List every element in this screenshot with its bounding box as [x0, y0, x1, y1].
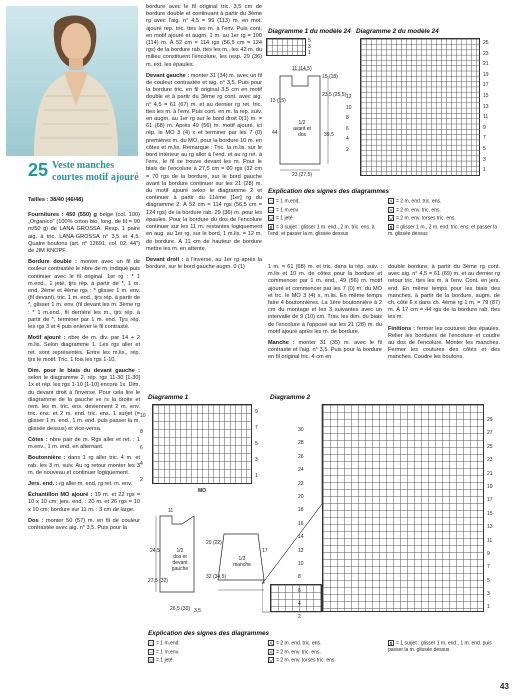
diagram-2-shape: [262, 404, 324, 614]
model-photo-svg: [6, 6, 138, 156]
paragraph: [28, 368, 140, 433]
row-number: 13: [487, 524, 493, 531]
pattern-title-line2: courtes motif ajouré: [52, 172, 139, 183]
paragraph-heading: Devant gauche :: [146, 72, 190, 79]
row-number: 10: [346, 104, 352, 111]
legend-entry: [148, 657, 258, 664]
row-number: 13: [483, 103, 489, 110]
paragraph: [388, 264, 500, 322]
row-number: 3: [483, 156, 486, 163]
row-number: 4: [346, 136, 349, 143]
row-number: 6: [346, 125, 349, 132]
paragraph: [146, 4, 262, 69]
diagram-2-24-row-numbers-left: [346, 92, 358, 156]
paragraph-text: selon le diagramme 2, rép. rgs 11-30 [1-30] 1x et rép. les rgs 1-10 [1-10] encore 1x. Dim. du devant droit à l'inverse. Pour cela lire le diagramme de la gauche ve rs la droite et rem. les m. tric. ens. deviennent 2 m. env. tric. ens. et 2 m. end. tric. ens. 1 surjet (= glisser 1 m. end., 1 m. end. puis passer la m. glissée dessus) et vice-versa.: [28, 375, 140, 432]
diagram-2-row-numbers-left: [298, 424, 314, 625]
stitch-symbol-icon: U: [269, 216, 273, 222]
paragraph-heading: Dim. pour le biais du devant gauche :: [28, 368, 140, 375]
row-number: 6: [298, 587, 301, 594]
legend-text: = 1 surjet : glisser 1 m. end., 1 m. end. puis passer la m. glissée dessus: [388, 640, 492, 653]
paragraph-text: dans 1 rg aller tric. 4 m. et rab. les 3 m. suiv. Au rg retour monter les 3 m. de nouveau et continuer logiquement.: [28, 455, 140, 476]
stitch-symbol-icon: ⋀: [269, 641, 273, 646]
schema-top-n1: 11 (14,5): [292, 66, 312, 72]
stitch-symbol-icon: U: [149, 658, 153, 664]
schema-bottom-m7: 17: [262, 548, 268, 554]
stitch-symbol-icon: ⬍: [389, 225, 393, 231]
paragraph-heading: Fournitures : 450 (550) g: [28, 212, 97, 218]
row-number: 5: [483, 145, 486, 152]
schema-bottom-m5: 20 (22): [206, 540, 222, 546]
row-number: 11: [483, 114, 489, 121]
paragraph-heading: Côtes :: [28, 436, 48, 443]
row-number: 9: [255, 409, 258, 415]
row-number: 7: [487, 564, 490, 571]
row-number: 17: [483, 82, 489, 89]
row-number: 8: [346, 115, 349, 122]
instructions-column-3: [268, 264, 382, 366]
legend-entry: [268, 657, 378, 664]
stitch-symbol-icon: □: [269, 199, 273, 204]
row-number: 2: [346, 146, 349, 153]
paragraph-text: à l'inverse, au 1er rg après la bordure, sur le bord gauche augm. 0 (1): [146, 256, 262, 271]
stitch-symbol-icon: Λ: [389, 207, 393, 213]
legend-top-right: [388, 198, 500, 239]
row-number: 28: [298, 440, 304, 447]
paragraph-text: double bordure, à partir du 3ème rg cont. avec aig. n° 4,5 = 61 (69) m. et au dernier rg retour tric. ttes les m. à l'env. Cont. en jers. end. En même temps pour les biais des manches, à partir de la bordure, augm. de ch. côté 6 x dans ch. 4ème rg 1 m. = 79 (87) m. À 17 cm = 44 rgs de la bordure rab. ttes les m.: [388, 264, 500, 321]
row-number: 1: [487, 604, 490, 611]
paragraph: [28, 455, 140, 477]
legend-entry: [148, 640, 258, 647]
legend-entry: [388, 207, 500, 214]
legend-bottom-col-c: [388, 640, 500, 655]
legend-text: = 1 m.end.: [156, 640, 180, 647]
row-number: 7: [255, 425, 258, 431]
paragraph: [28, 518, 140, 532]
legend-text: = 3 surjet : glisser 1 m. end., 2 m. tric. ens. à l'end. et passer la m. glissée dessus: [268, 224, 375, 237]
row-number: 23: [483, 50, 489, 57]
paragraph-heading: Boutonnière :: [28, 455, 66, 462]
legend-text: = 1 m.env.: [156, 649, 180, 656]
stitch-symbol-icon: —: [149, 649, 154, 655]
row-number: 30: [298, 427, 304, 433]
pattern-title-line1: Veste manches: [52, 160, 115, 171]
sizes: Tailles : 38/40 (46/48): [28, 197, 84, 203]
paragraph-heading: Finitions :: [388, 325, 416, 332]
paragraph-text: monter 31 (34) m. avec un fil de couleur contrastée et aig. n° 3,5. Puis pour la bordure tric. en fil original 3,5 cm en motif double et à partir du 3ème rg cont. avec aig. n° 4,5 = 61 (67) m. et au dernier rg ret. tric. ttes les m. à l'env. Puis cont. en m. la rep. suiv. en augm. au 1er rg sur le bord droit 0(1) m. = 61 (68) m. Après 49 (56) m. motif ajouré, ici rép. le MO 3 (4) x et terminer par les 7 (0) premières m. du MO, pour la bordure 10 m. en côtes et m.lis. Remarque : Tric. la m.lis. sur le bord intérieur au rg aller à l'end. et au rg ret. à l'env., le fil se trouve devant les m. Pour le biais de l'encolure à 27,5 cm = 60 rgs (32 cm = 70 rgs de la bordure, sur le bord gauche avant la bordure continuer sur les 21 (28) m. du motif ajouré selon le diagramme 2 et continuer à partir du 11ème [1er] rg du diagramme 2. À 52 cm = 114 rgs (56,5 cm = 124 rgs) de la bordure rab. 29 (36) m. pour les épaules. Pour la bordure du dos de l'encolure continuer sur les 11 m. restantes logiquement en aug. au 1er rg, sur le bord, 1 m.lis. = 12 m. de bordure. À 11 cm de hauteur de bordure mettre les m. en attente.: [146, 72, 262, 252]
schema-top-n7: 13 (15): [270, 98, 286, 104]
row-number: 29: [487, 417, 493, 423]
row-number: 2: [140, 477, 143, 483]
paragraph-heading: Motif ajouré :: [28, 335, 66, 342]
row-number: 24: [298, 467, 304, 474]
paragraph: [28, 481, 140, 488]
diagram-1-24-row-numbers: [308, 38, 318, 56]
paragraph: [388, 326, 500, 362]
diagram-1-24-title: Diagramme 1 du modèle 24: [268, 28, 351, 35]
legend-entry: [268, 649, 378, 656]
legend-entry: [388, 215, 500, 222]
diagram-2-24-row-numbers-right: [483, 38, 497, 176]
stitch-symbol-icon: ⬍: [269, 225, 273, 231]
row-number: 12: [346, 94, 352, 100]
row-number: 5: [308, 38, 311, 44]
legend-entry: [268, 640, 378, 647]
legend-bottom-col-a: [148, 640, 258, 666]
row-number: 11: [487, 537, 493, 544]
schema-bottom-right-label: 1/2 manche: [233, 556, 251, 568]
schema-bottom-m8: 4: [262, 580, 265, 586]
row-number: 6: [140, 445, 143, 451]
legend-entry: [148, 649, 258, 656]
paragraph-text: monter avec un fil de couleur contrastée le nbre de m. indiqué puis continuer avec le fil original. 1er rg : * 1 m.end., 1 jeté, tjrs rép. à partir de *, 1 m. end. 2ème et 4ème rgs : * glisser 1 m. env. (fil devant), tric. 1 m. end., tjrs rép. à partir de *, glisser 1 m. env. (fil devant les m. 3ème rg : * 1 m.end., fil derrière les m., tjrs rép. à partir de *, terminer par 1 m. end. Tjrs rép. les rgs 3 et 4 puis enlever le fil contrasté.: [28, 259, 140, 331]
row-number: 19: [487, 483, 493, 490]
row-number: 19: [483, 71, 489, 78]
instructions-column-4: [388, 264, 500, 366]
legend-entry: [388, 640, 500, 653]
paragraph-text: fermer les coutures des épaules. Relier les bordures de l'encolure et coudre au dos de l'encolure. Monter les manches. Fermer les coutures des côtés et des manches. Coudre les boutons.: [388, 325, 500, 361]
paragraph-text: monter 50 (57) m. en fil de couleur contrastée avec aig. n° 3,5. Puis pour la: [28, 517, 140, 531]
paragraph-text: nbre pair de m. Rgs aller et ret. : 1 m.env., 1 m. end. en alternant.: [28, 436, 140, 451]
legend-text: = 2 m. env. torses tric. ens.: [396, 215, 456, 222]
paragraph-heading: Manche :: [268, 340, 295, 347]
row-number: 3: [308, 44, 311, 50]
paragraph-text: bordure avec le fil original tric. 3,5 cm de bordure double et continuant à partir du 3ème rg avec l'aig. n° 4,5 = 99 (113) m. en mot. ajouré rep. tric. ttes les m. à l'env. Puis cont. en motif ajouré et augm. 1 m. au 1er rg = 100 (114) m. À 52 cm = 114 rgs (56,5 cm = 124 rgs) de la bordure rab. ttes les m., les 42 m. du milieu constituent l'encolure, les resp. 29 (36) m. ext. les épaules.: [146, 4, 262, 68]
legend-text: = 2 m. env. tric. ens.: [396, 207, 441, 214]
stitch-symbol-icon: ⋀: [389, 199, 393, 204]
legend-text: = 1 m.end.: [276, 198, 300, 205]
row-number: 1: [483, 167, 486, 174]
row-number: 1: [308, 50, 311, 56]
legend-text: = 1 m.env.: [276, 207, 300, 214]
row-number: 10: [140, 413, 146, 419]
schema-bottom-left-label: 1/2 dos et devant gauche: [171, 548, 189, 572]
legend-text: = 2 m. end. tric. ens.: [276, 640, 322, 647]
diagram-1-grid: [152, 404, 252, 484]
row-number: 7: [483, 135, 486, 142]
diagram-2-24-title: Diagramme 2 du modèle 24: [356, 28, 439, 35]
row-number: 17: [487, 497, 493, 504]
instructions-column-2: [146, 4, 262, 275]
schema-top-label: 1/2 avant et dos: [293, 120, 311, 138]
row-number: 3: [255, 457, 258, 463]
diagram-1-row-numbers-left: [140, 408, 150, 488]
legend-text: = 2 m. end. tric. ens.: [396, 198, 442, 205]
paragraph-heading: Devant droit :: [146, 256, 184, 263]
paragraph: [146, 257, 262, 271]
schema-top-n4: 44: [272, 130, 278, 136]
row-number: 21: [487, 470, 493, 477]
legend-text: = 1 jeté: [276, 215, 293, 222]
instructions-column-1: [28, 212, 140, 536]
paragraph: [268, 264, 382, 336]
row-number: 9: [483, 124, 486, 131]
row-number: 15: [487, 510, 493, 517]
paragraph: [28, 259, 140, 331]
paragraph-text: beige (col. 100) „Organico" (100% coton bio, long. de fil = 90 m/50 g) de LANA GROSSA. Resp. 1 paire aig. à tric. LANA-GROSSA n° 3,5 et 4,5. Quatre boutons (art. n° 12691, col. 02, 44") de JIM KNOPF.: [28, 212, 140, 255]
diagram-2-title: Diagramme 2: [270, 394, 311, 401]
row-number: 1: [255, 473, 258, 479]
row-number: 22: [298, 480, 304, 487]
paragraph-heading: Échantillon MO ajouré :: [28, 492, 93, 499]
paragraph-text: 19 m. et 22 rgs = 10 x 10 cm; jers. end. : 20 m. et 26 rgs = 10 x 10 cm; bordure sur 11 m. : 3 cm de large.: [28, 492, 141, 513]
row-number: 4: [298, 601, 301, 608]
row-number: 21: [483, 61, 489, 68]
paragraph: [28, 335, 140, 364]
diagram-1-title: Diagramme 1: [148, 394, 189, 401]
legend-text: = 2 m. env. torses tric. ens.: [276, 657, 336, 664]
row-number: 2: [298, 614, 301, 621]
diagram-1-mo: MO: [198, 488, 207, 494]
row-number: 8: [140, 429, 143, 435]
diagram-2-row-numbers-right: [487, 414, 501, 615]
legend-entry: [388, 224, 500, 237]
legend-bottom-title: Explication des signes des diagrammes: [148, 630, 270, 637]
paragraph: [28, 492, 140, 514]
row-number: 9: [487, 550, 490, 557]
legend-entry: [388, 198, 500, 205]
stitch-symbol-icon: □: [149, 641, 153, 646]
legend-top-left: [268, 198, 380, 239]
legend-top-title: Explication des signes des diagrammes: [268, 188, 390, 195]
row-number: 3: [487, 591, 490, 598]
row-number: 16: [298, 520, 304, 527]
legend-text: = 2 m. env. tric. ens.: [276, 649, 321, 656]
schema-top-n2: 15 (18): [322, 74, 338, 80]
legend-entry: [268, 215, 380, 222]
legend-entry: [268, 224, 380, 237]
row-number: 25: [487, 443, 493, 450]
schema-bottom-m1: 11: [168, 508, 174, 514]
pattern-number: 25: [28, 160, 49, 180]
paragraph-heading: Dos :: [28, 517, 44, 524]
row-number: 10: [298, 560, 304, 567]
diagram-2-24-grid: [360, 38, 480, 176]
schema-top-n5: 39,5: [324, 132, 334, 138]
schema-bottom-m4: 26,5 (30): [170, 606, 191, 612]
stitch-symbol-icon: ⋁: [269, 658, 273, 664]
schema-bottom-m6: 32 (34,5): [206, 574, 227, 580]
paragraph: [146, 73, 262, 253]
row-number: 15: [483, 92, 489, 99]
schema-top-n6: 23 (27,5): [292, 172, 313, 178]
row-number: 5: [487, 577, 490, 584]
row-number: 5: [255, 441, 258, 447]
row-number: 12: [298, 547, 304, 554]
paragraph-text: monter 31 (35) m. avec le fil contrasté et l'aig. n° 3,5. Puis pour la bordure en fil original tric. 4 cm en: [268, 340, 382, 361]
stitch-symbol-icon: ⬍: [389, 641, 393, 646]
paragraph-text: 1 m. = 61 (68) m. et tric. dans la rép. suiv. : m.lis et 10 m. de côtes pour la bordure et commencer par 1 m. end., 49 (56) m. motif ajouré et commencer par les 7 (0) m. du MO et trc. le MO 3 (4) x, m.lis. En même temps faire 4 boutonnières. La 1ère boutonnière à 2 cm du montage et les 3 suivantes avec un intervalle de 9 (10) cm. Trav. les dim. du biais de l'encolure à l'opposé sur les 21 (28) m. du motif ajouré après les m. de bordure.: [268, 264, 382, 335]
paragraph-text: rg aller m. end. rg ret. m. env.: [57, 480, 133, 487]
paragraph-heading: Bordure double :: [28, 259, 77, 266]
row-number: 8: [298, 574, 301, 581]
row-number: 20: [298, 493, 304, 500]
stitch-symbol-icon: —: [269, 207, 274, 213]
diagram-2-grid: [322, 404, 484, 612]
schema-top-n3: 23,5 (25,5): [322, 92, 347, 98]
legend-entry: [268, 198, 380, 205]
row-number: 25: [483, 40, 489, 46]
legend-text: = glisser 1 m., 2 m. end. tric. ens. et passer la m. glissée dessus: [388, 224, 498, 237]
paragraph: [28, 212, 140, 255]
stitch-symbol-icon: Λ: [269, 649, 273, 655]
row-number: 27: [487, 430, 493, 437]
row-number: 4: [140, 461, 143, 467]
diagram-1-24-grid: [266, 38, 306, 56]
page-number: 43: [500, 682, 509, 691]
row-number: 18: [298, 507, 304, 514]
schema-bottom-m2: 24,5: [150, 548, 160, 554]
schema-bottom-m3: 27,5 (32): [148, 578, 169, 584]
paragraph: [28, 437, 140, 451]
row-number: 26: [298, 453, 304, 460]
legend-text: = 1 jeté: [156, 657, 173, 664]
paragraph-heading: Jers. end. :: [28, 480, 58, 487]
stitch-symbol-icon: ⋁: [389, 216, 393, 222]
row-number: 14: [298, 534, 304, 541]
legend-entry: [268, 207, 380, 214]
schema-bottom-m9: 3,5: [194, 608, 201, 614]
row-number: 23: [487, 457, 493, 464]
paragraph: [268, 340, 382, 362]
diagram-2-grid-left: [270, 584, 322, 612]
model-photo: [6, 6, 138, 156]
legend-bottom-col-b: [268, 640, 378, 666]
paragraph-text: nbre de m. div. par 14 + 2 m.lis. Selon diagramme 1. Les rgs aller et ret. sont représentés. Entre les m.lis., rép. tjrs le motif. Tric. 1 fois les rgs 1-10.: [28, 335, 140, 363]
